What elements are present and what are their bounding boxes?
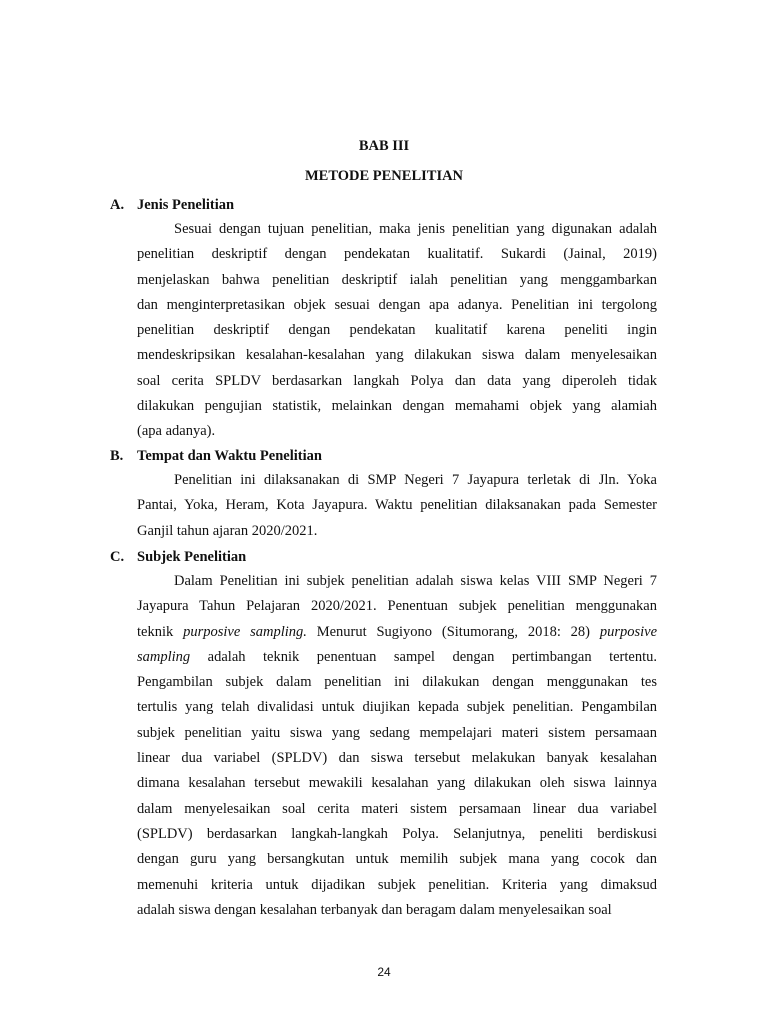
paragraph-line: teknik purposive sampling. Menurut Sugiyono (Situmorang, 2018: 28) purposive — [137, 623, 658, 640]
paragraph-line: penelitian deskriptif dengan pendekatan kualitatif. Sukardi (Jainal, 2019) — [137, 246, 657, 263]
paragraph-line: mendeskripsikan kesalahan-kesalahan yang dilakukan siswa dalam menyelesaikan — [137, 347, 657, 364]
paragraph-line: dan menginterpretasikan objek sesuai dengan apa adanya. Penelitian ini tergolong — [137, 296, 657, 313]
section-c-letter: C. — [110, 549, 125, 565]
italic-term: sampling — [137, 648, 191, 665]
paragraph-line: linear dua variabel (SPLDV) dan siswa tersebut melakukan banyak kesalahan — [137, 750, 657, 767]
paragraph-line: menjelaskan bahwa penelitian deskriptif ialah penelitian yang menggambarkan — [137, 271, 657, 288]
section-b-title: Tempat dan Waktu Penelitian — [137, 448, 322, 464]
paragraph-line: tertulis yang telah divalidasi untuk diujikan kepada subjek penelitian. Pengambilan — [137, 699, 657, 716]
paragraph-line: dengan guru yang bersangkutan untuk memilih subjek mana yang cocok dan — [137, 851, 657, 868]
paragraph-line: (apa adanya). — [137, 423, 216, 440]
section-b-letter: B. — [110, 448, 124, 464]
section-c-title: Subjek Penelitian — [137, 549, 247, 565]
paragraph-line: dimana kesalahan tersebut mewakili kesalahan yang dilakukan oleh siswa lainnya — [137, 775, 657, 792]
paragraph-line: Pantai, Yoka, Heram, Kota Jayapura. Waktu penelitian dilaksanakan pada Semester — [137, 497, 657, 514]
chapter-label: BAB III — [358, 138, 410, 154]
italic-term: purposive — [599, 623, 658, 640]
paragraph-line: (SPLDV) berdasarkan langkah-langkah Polya. Selanjutnya, peneliti berdiskusi — [137, 825, 657, 842]
paragraph-line: Penelitian ini dilaksanakan di SMP Negeri 7 Jayapura terletak di Jln. Yoka — [174, 472, 657, 488]
paragraph-line: Jayapura Tahun Pelajaran 2020/2021. Penentuan subjek penelitian menggunakan — [137, 598, 657, 615]
section-a-heading — [110, 196, 234, 214]
page-number: 24 — [377, 965, 391, 979]
paragraph-line: Sesuai dengan tujuan penelitian, maka jenis penelitian yang digunakan adalah — [174, 221, 657, 237]
paragraph-line: adalah siswa dengan kesalahan terbanyak dan beragam dalam menyelesaikan soal — [137, 901, 612, 918]
paragraph-line: subjek penelitian yaitu siswa yang sedang mempelajari materi sistem persamaan — [137, 724, 657, 741]
paragraph-line: Dalam Penelitian ini subjek penelitian adalah siswa kelas VIII SMP Negeri 7 — [174, 573, 657, 589]
section-b-heading — [110, 447, 322, 465]
section-b-paragraph — [137, 468, 657, 544]
paragraph-line: Ganjil tahun ajaran 2020/2021. — [137, 522, 318, 539]
paragraph-line: memenuhi kriteria untuk dijadikan subjek penelitian. Kriteria yang dimaksud — [137, 876, 657, 893]
section-a-title: Jenis Penelitian — [137, 197, 235, 213]
italic-term: purposive sampling. — [183, 623, 307, 640]
paragraph-line: soal cerita SPLDV berdasarkan langkah Polya dan data yang diperoleh tidak — [137, 372, 657, 389]
paragraph-line: dalam menyelesaikan soal cerita materi sistem persamaan linear dua variabel — [137, 800, 657, 817]
section-c-paragraph — [137, 569, 657, 923]
chapter-title: METODE PENELITIAN — [304, 168, 464, 184]
section-a-paragraph — [137, 217, 657, 445]
paragraph-line: sampling adalah teknik penentuan sampel dengan pertimbangan tertentu. — [137, 648, 657, 665]
paragraph-line: Pengambilan subjek dalam penelitian ini dilakukan dengan menggunakan tes — [137, 674, 657, 691]
paragraph-line: dilakukan pengujian statistik, melainkan dengan memahami objek yang alamiah — [137, 398, 657, 415]
section-a-letter: A. — [110, 197, 125, 213]
section-c-heading — [110, 548, 246, 566]
paragraph-line: penelitian deskriptif dengan pendekatan kualitatif karena peneliti ingin — [137, 322, 657, 339]
